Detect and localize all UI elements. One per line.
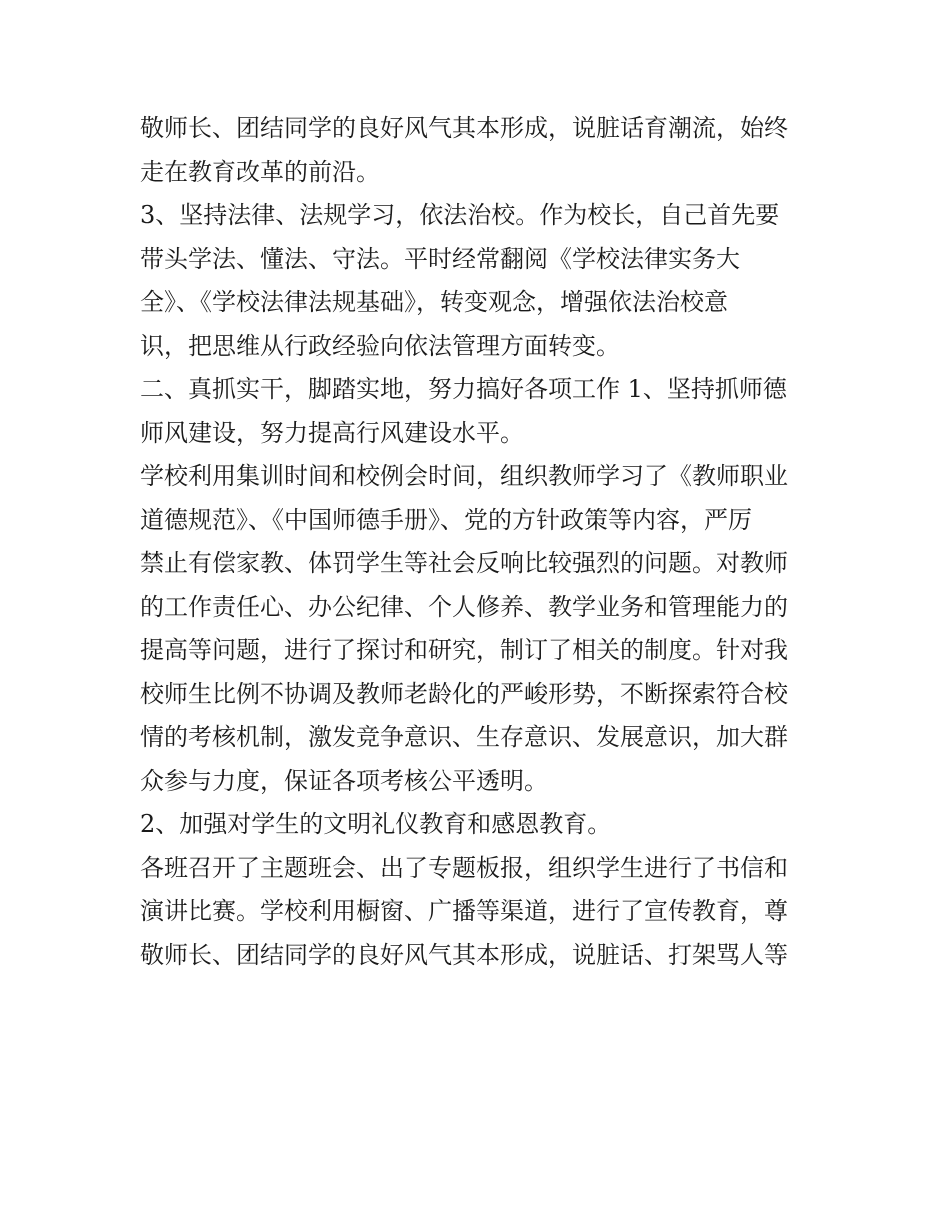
text-line: 演讲比赛。学校利用橱窗、广播等渠道，进行了宣传教育，尊 [140, 897, 788, 925]
text-line: 道德规范》、《中国师德手册》、党的方针政策等内容，严厉 [140, 505, 752, 534]
text-line: 禁止有偿家教、体罚学生等社会反响比较强烈的问题。对教师 [140, 549, 788, 577]
text-line: 提高等问题，进行了探讨和研究，制订了相关的制度。针对我 [140, 636, 788, 664]
text-line: 2、加强对学生的文明礼仪教育和感恩教育。 [140, 810, 612, 838]
text-line: 学校利用集训时间和校例会时间，组织教师学习了《教师职业 [140, 462, 788, 490]
text-line: 全》、《学校法律法规基础》，转变观念，增强依法治校意 [140, 288, 728, 316]
text-line: 的工作责任心、办公纪律、个人修养、教学业务和管理能力的 [140, 592, 788, 621]
text-line: 走在教育改革的前沿。 [140, 157, 380, 186]
text-line: 识，把思维从行政经验向依法管理方面转变。 [140, 331, 620, 360]
text-line: 3、坚持法律、法规学习，依法治校。作为校长，自己首先要 [140, 201, 780, 229]
text-line: 校师生比例不协调及教师老龄化的严峻形势，不断探索符合校 [140, 679, 788, 708]
document-body [140, 107, 820, 977]
text-line: 敬师长、团结同学的良好风气其本形成，说脏话、打架骂人等 [140, 940, 788, 969]
text-line: 二、真抓实干，脚踏实地，努力搞好各项工作 1、坚持抓师德 [140, 375, 787, 403]
text-line: 情的考核机制，激发竞争意识、生存意识、发展意识，加大群 [140, 723, 788, 751]
text-line: 敬师长、团结同学的良好风气其本形成，说脏话育潮流，始终 [140, 114, 788, 142]
text-line: 众参与力度，保证各项考核公平透明。 [140, 766, 548, 795]
text-line: 带头学法、懂法、守法。平时经常翻阅《学校法律实务大 [140, 244, 740, 273]
text-line: 师风建设，努力提高行风建设水平。 [140, 418, 524, 447]
text-line: 各班召开了主题班会、出了专题板报，组织学生进行了书信和 [140, 853, 788, 882]
